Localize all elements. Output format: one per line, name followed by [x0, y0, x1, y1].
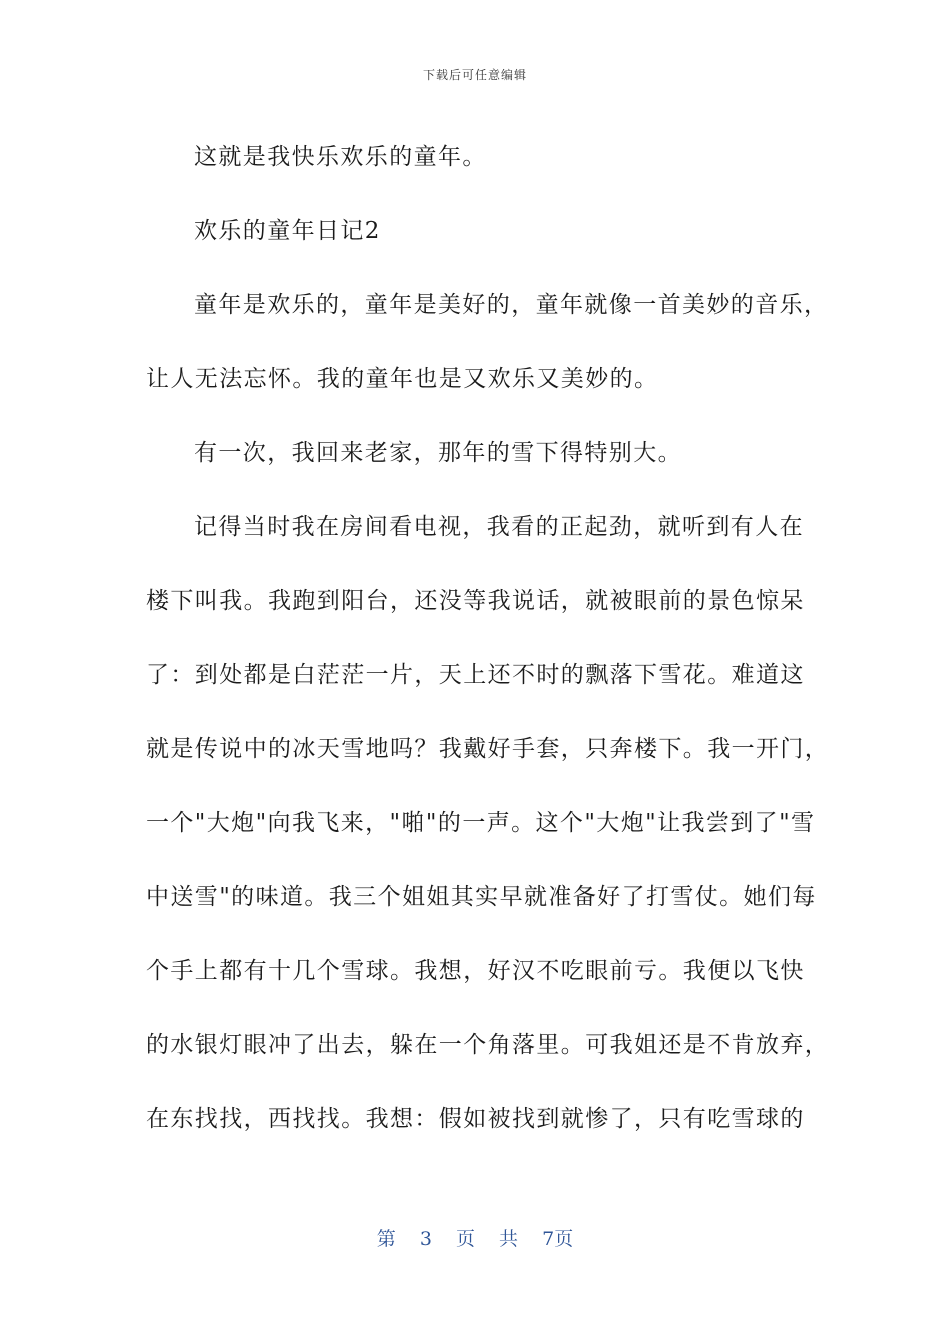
- paragraph-line: 楼下叫我。我跑到阳台，还没等我说话，就被眼前的景色惊呆: [146, 588, 805, 614]
- paragraph-line: 了：到处都是白茫茫一片，天上还不时的飘落下雪花。难道这: [146, 662, 805, 688]
- header-note: 下载后可任意编辑: [422, 68, 527, 82]
- page-label-prefix: 第: [376, 1228, 396, 1250]
- current-page-number: 3: [419, 1228, 432, 1250]
- paragraph-line: 个手上都有十几个雪球。我想，好汉不吃眼前亏。我便以飞快: [146, 958, 805, 984]
- document-body: [146, 120, 830, 1156]
- paragraph-line: 中送雪"的味道。我三个姐姐其实早就准备好了打雪仗。她们每: [146, 884, 817, 910]
- page-label-mid: 页: [455, 1228, 475, 1250]
- paragraph-line: 就是传说中的冰天雪地吗？我戴好手套，只奔楼下。我一开门，: [146, 736, 830, 762]
- paragraph-line: 一个"大炮"向我飞来，"啪"的一声。这个"大炮"让我尝到了"雪: [146, 810, 816, 836]
- paragraph-line: 有一次，我回来老家，那年的雪下得特别大。: [194, 440, 682, 466]
- page-footer: [0, 1224, 950, 1251]
- paragraph-line: 的水银灯眼冲了出去，躲在一个角落里。可我姐还是不肯放弃，: [146, 1032, 830, 1058]
- paragraph-line: 让人无法忘怀。我的童年也是又欢乐又美妙的。: [146, 366, 659, 392]
- section-heading: 欢乐的童年日记2: [194, 218, 381, 244]
- paragraph-line: 在东找找，西找找。我想：假如被找到就惨了，只有吃雪球的: [146, 1106, 805, 1132]
- paragraph-line: 这就是我快乐欢乐的童年。: [194, 144, 487, 170]
- paragraph-line: 记得当时我在房间看电视，我看的正起劲，就听到有人在: [194, 514, 804, 540]
- total-label-prefix: 共: [499, 1228, 519, 1250]
- paragraph-line: 童年是欢乐的，童年是美好的，童年就像一首美妙的音乐，: [194, 292, 829, 318]
- total-pages: 7页: [542, 1228, 574, 1250]
